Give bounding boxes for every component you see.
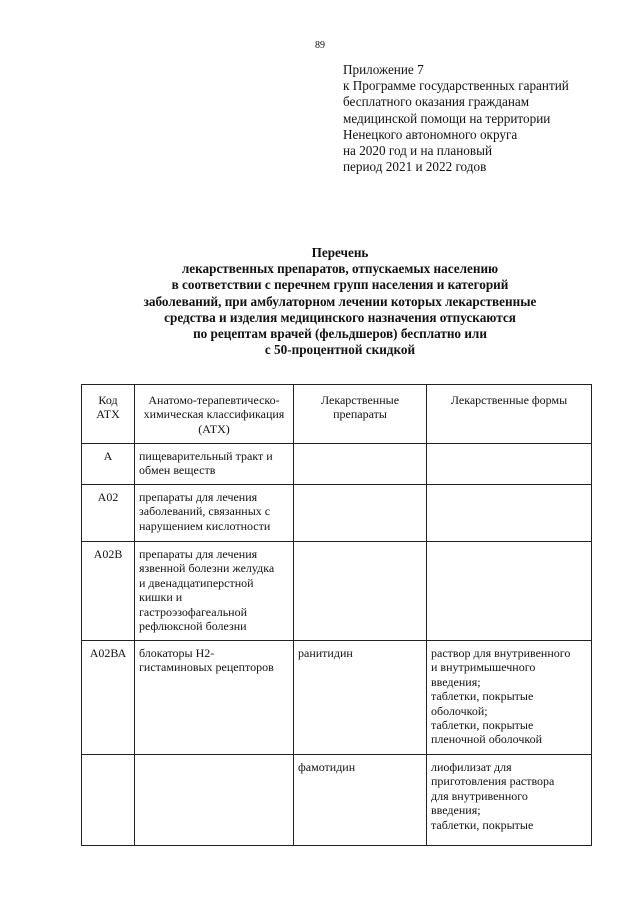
appendix-line: к Программе государственных гарантий: [343, 78, 569, 94]
cell-forms: раствор для внутривенного и внутримышечного введения; таблетки, покрытые оболочкой; таблетки, покрытые пленочной оболочкой: [427, 641, 592, 755]
heading-line: по рецептам врачей (фельдшеров) бесплатно или: [193, 326, 487, 342]
cell-classification: препараты для лечения язвенной болезни желудка и двенадцатиперстной кишки и гастроэзофагеальной рефлюксной болезни: [135, 542, 294, 641]
cell-code: [82, 755, 135, 846]
cell-drug: ранитидин: [294, 641, 427, 755]
header-forms: Лекарственные формы: [427, 385, 592, 444]
heading-line: с 50-процентной скидкой: [264, 342, 416, 358]
table-row: [82, 485, 592, 542]
cell-code: А: [82, 444, 135, 485]
table-row: [82, 641, 592, 755]
cell-classification: [135, 755, 294, 846]
appendix-line: бесплатного оказания гражданам: [343, 94, 530, 110]
cell-forms: лиофилизат для приготовления раствора для внутривенного введения; таблетки, покрытые: [427, 755, 592, 846]
cell-forms: [427, 444, 592, 485]
appendix-line: медицинской помощи на территории: [343, 110, 551, 126]
cell-drug: [294, 444, 427, 485]
header-drugs: Лекарственные препараты: [294, 385, 427, 444]
appendix-line: период 2021 и 2022 годов: [343, 159, 487, 175]
heading-line: средства и изделия медицинского назначения отпускаются: [164, 309, 516, 325]
appendix-line: Ненецкого автономного округа: [343, 126, 518, 142]
cell-drug: [294, 485, 427, 542]
table-row: [82, 444, 592, 485]
cell-drug: [294, 542, 427, 641]
table-row: [82, 755, 592, 846]
header-code: Код АТХ: [82, 385, 135, 444]
document-heading: [60, 245, 620, 358]
appendix-block: [343, 62, 613, 175]
appendix-line: на 2020 год и на плановый: [343, 143, 493, 159]
heading-line: лекарственных препаратов, отпускаемых населению: [181, 261, 499, 277]
heading-line: Перечень: [311, 245, 369, 260]
table-row: [82, 542, 592, 641]
cell-code: А02В: [82, 542, 135, 641]
cell-forms: [427, 485, 592, 542]
cell-code: А02: [82, 485, 135, 542]
drug-list-table: [81, 384, 592, 846]
cell-code: А02ВА: [82, 641, 135, 755]
header-classification: Анатомо-терапевтическо- химическая классификация (АТХ): [135, 385, 294, 444]
cell-classification: препараты для лечения заболеваний, связанных с нарушением кислотности: [135, 485, 294, 542]
table-header-row: [82, 385, 592, 444]
cell-forms: [427, 542, 592, 641]
cell-classification: блокаторы Н2- гистаминовых рецепторов: [135, 641, 294, 755]
cell-drug: фамотидин: [294, 755, 427, 846]
heading-line: заболеваний, при амбулаторном лечении которых лекарственные: [143, 293, 537, 309]
heading-line: в соответствии с перечнем групп населения и категорий: [171, 277, 509, 293]
appendix-line: Приложение 7: [343, 62, 424, 77]
page-number: 89: [315, 40, 325, 51]
cell-classification: пищеварительный тракт и обмен веществ: [135, 444, 294, 485]
